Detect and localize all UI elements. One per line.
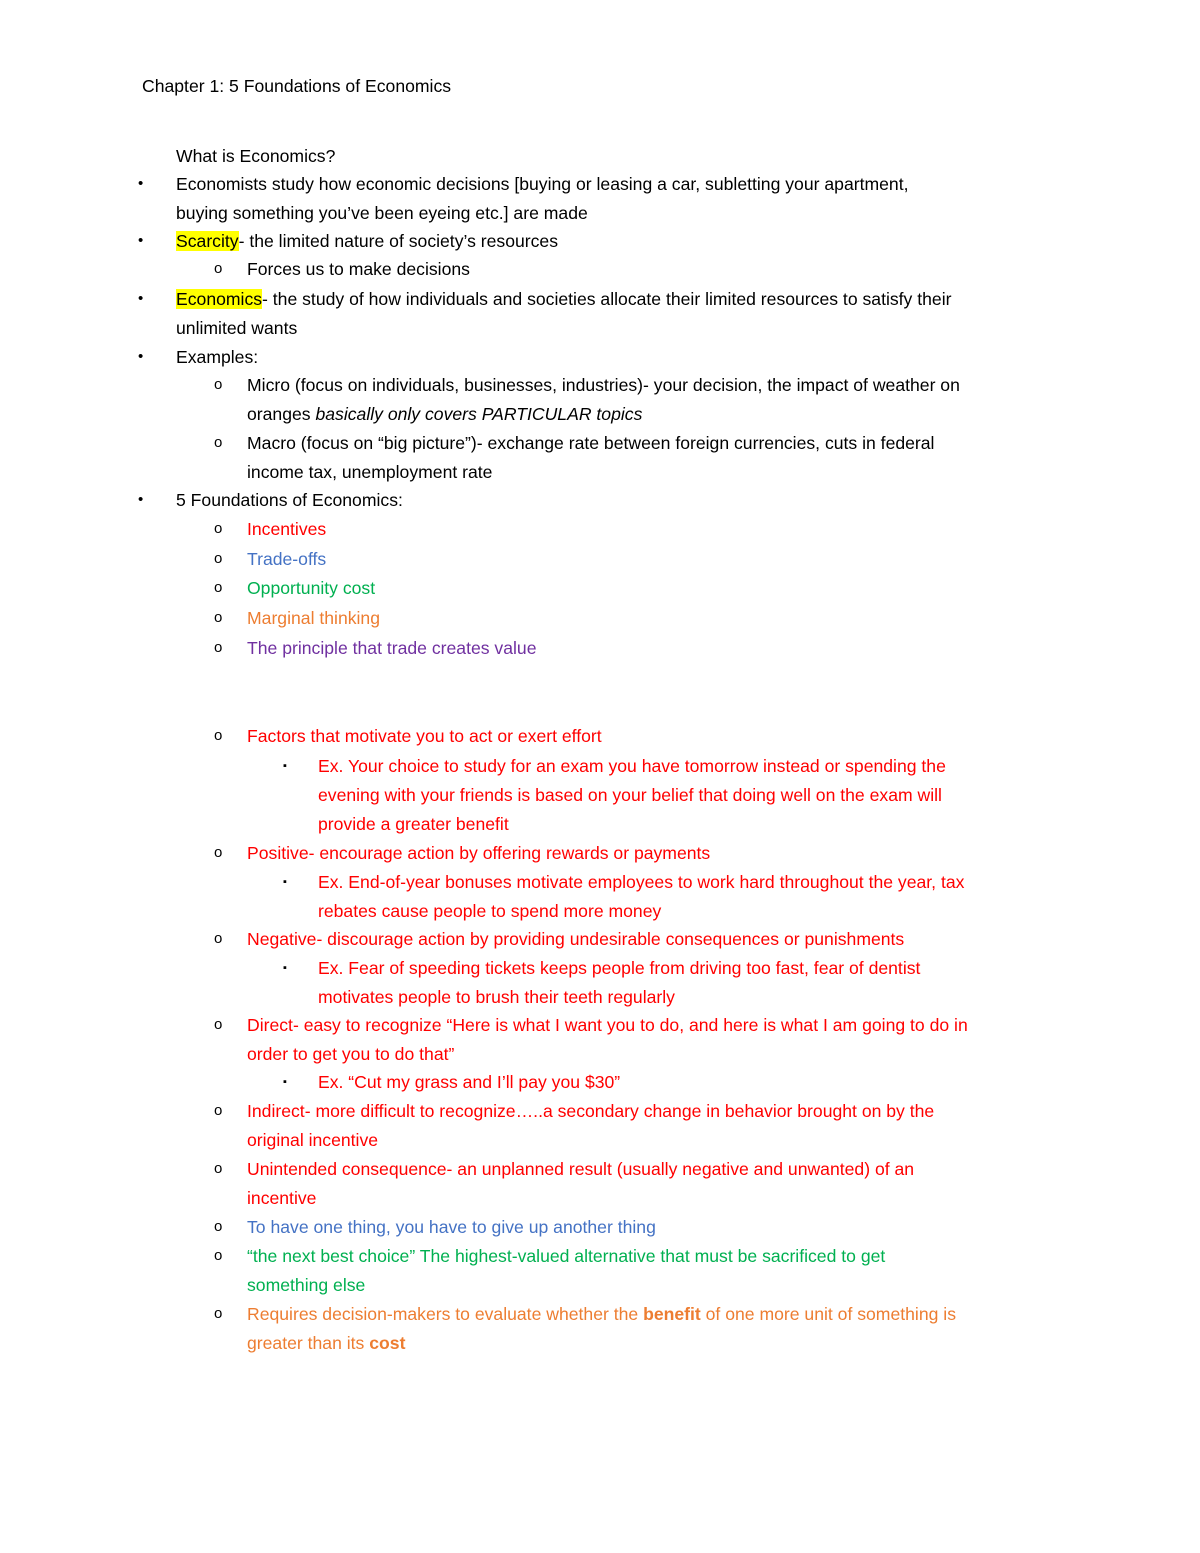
indirect-incentive-line-1: Indirect- more difficult to recognize…..a secondary change in behavior brought on by the <box>247 1101 935 1121</box>
sub-bullet-marker: o <box>214 579 223 596</box>
foundation-incentives: Incentives <box>247 519 327 539</box>
direct-incentive-line-2: order to get you to do that” <box>247 1044 455 1064</box>
macro-line-1: Macro (focus on “big picture”)- exchange rate between foreign currencies, cuts in federal <box>247 433 935 453</box>
marginal-line-2 <box>247 1331 405 1355</box>
indirect-incentive-line-2: original incentive <box>247 1130 379 1150</box>
section-heading: What is Economics? <box>176 146 336 166</box>
economics-term: Economics <box>176 289 263 309</box>
bullet-marker: • <box>138 175 144 192</box>
marginal-cost: cost <box>369 1333 406 1353</box>
marginal-text-a: Requires decision-makers to evaluate whether the <box>247 1304 644 1324</box>
bullet-marker: • <box>138 290 144 307</box>
incentive-example-line-1: Ex. Your choice to study for an exam you have tomorrow instead or spending the <box>318 756 946 776</box>
sub-bullet-marker: o <box>214 1102 223 1119</box>
economics-line-1 <box>176 287 951 311</box>
incentive-example-line-3: provide a greater benefit <box>318 814 509 834</box>
economists-line-1: Economists study how economic decisions [buying or leasing a car, subletting your apartment, <box>176 174 909 194</box>
sub-bullet-marker: o <box>214 639 223 656</box>
micro-line-1: Micro (focus on individuals, businesses, industries)- your decision, the impact of weather on <box>247 375 960 395</box>
sub-bullet-marker: o <box>214 1305 223 1322</box>
negative-example-line-1: Ex. Fear of speeding tickets keeps people from driving too fast, fear of dentist <box>318 958 921 978</box>
square-bullet-marker: ▪ <box>283 876 287 888</box>
page-title: Chapter 1: 5 Foundations of Economics <box>142 76 452 96</box>
sub-bullet-marker: o <box>214 1016 223 1033</box>
negative-example-line-2: motivates people to brush their teeth regularly <box>318 987 675 1007</box>
scarcity-line <box>176 229 558 253</box>
positive-example-line-2: rebates cause people to spend more money <box>318 901 662 921</box>
sub-bullet-marker: o <box>214 376 223 393</box>
foundation-opportunity-cost: Opportunity cost <box>247 578 376 598</box>
square-bullet-marker: ▪ <box>283 760 287 772</box>
positive-incentive: Positive- encourage action by offering rewards or payments <box>247 843 711 863</box>
scarcity-sub-line: Forces us to make decisions <box>247 259 470 279</box>
sub-bullet-marker: o <box>214 609 223 626</box>
incentive-definition: Factors that motivate you to act or exert effort <box>247 726 602 746</box>
bullet-marker: • <box>138 491 144 508</box>
sub-bullet-marker: o <box>214 550 223 567</box>
economists-line-2: buying something you’ve been eyeing etc.] are made <box>176 203 588 223</box>
economics-definition: - the study of how individuals and societies allocate their limited resources to satisfy their <box>262 289 952 309</box>
opportunity-cost-line-1: “the next best choice” The highest-valued alternative that must be sacrificed to get <box>247 1246 886 1266</box>
sub-bullet-marker: o <box>214 434 223 451</box>
sub-bullet-marker: o <box>214 520 223 537</box>
sub-bullet-marker: o <box>214 260 223 277</box>
opportunity-cost-line-2: something else <box>247 1275 366 1295</box>
micro-line-2 <box>247 402 642 426</box>
direct-incentive-line-1: Direct- easy to recognize “Here is what I want you to do, and here is what I am going to do in <box>247 1015 968 1035</box>
macro-line-2: income tax, unemployment rate <box>247 462 493 482</box>
examples-label: Examples: <box>176 347 259 367</box>
unintended-line-1: Unintended consequence- an unplanned result (usually negative and unwanted) of an <box>247 1159 915 1179</box>
sub-bullet-marker: o <box>214 727 223 744</box>
sub-bullet-marker: o <box>214 1247 223 1264</box>
sub-bullet-marker: o <box>214 1160 223 1177</box>
square-bullet-marker: ▪ <box>283 1076 287 1088</box>
marginal-text-c: of one more unit of something is <box>700 1304 956 1324</box>
sub-bullet-marker: o <box>214 844 223 861</box>
sub-bullet-marker: o <box>214 1218 223 1235</box>
foundation-tradeoffs: Trade-offs <box>247 549 327 569</box>
direct-example: Ex. “Cut my grass and I’ll pay you $30” <box>318 1072 621 1092</box>
marginal-line-1 <box>247 1302 956 1326</box>
micro-text: oranges <box>247 404 316 424</box>
unintended-line-2: incentive <box>247 1188 317 1208</box>
bullet-marker: • <box>138 232 144 249</box>
incentive-example-line-2: evening with your friends is based on your belief that doing well on the exam will <box>318 785 942 805</box>
economics-line-2: unlimited wants <box>176 318 298 338</box>
bullet-marker: • <box>138 348 144 365</box>
square-bullet-marker: ▪ <box>283 962 287 974</box>
negative-incentive: Negative- discourage action by providing undesirable consequences or punishments <box>247 929 905 949</box>
positive-example-line-1: Ex. End-of-year bonuses motivate employees to work hard throughout the year, tax <box>318 872 965 892</box>
foundation-marginal-thinking: Marginal thinking <box>247 608 381 628</box>
tradeoff-definition: To have one thing, you have to give up another thing <box>247 1217 656 1237</box>
micro-note: basically only covers PARTICULAR topics <box>315 404 643 424</box>
scarcity-term: Scarcity <box>176 231 239 251</box>
scarcity-definition: - the limited nature of society’s resources <box>238 231 559 251</box>
marginal-text-d: greater than its <box>247 1333 370 1353</box>
foundations-label: 5 Foundations of Economics: <box>176 490 403 510</box>
marginal-benefit: benefit <box>643 1304 701 1324</box>
sub-bullet-marker: o <box>214 930 223 947</box>
foundation-trade-creates-value: The principle that trade creates value <box>247 638 537 658</box>
